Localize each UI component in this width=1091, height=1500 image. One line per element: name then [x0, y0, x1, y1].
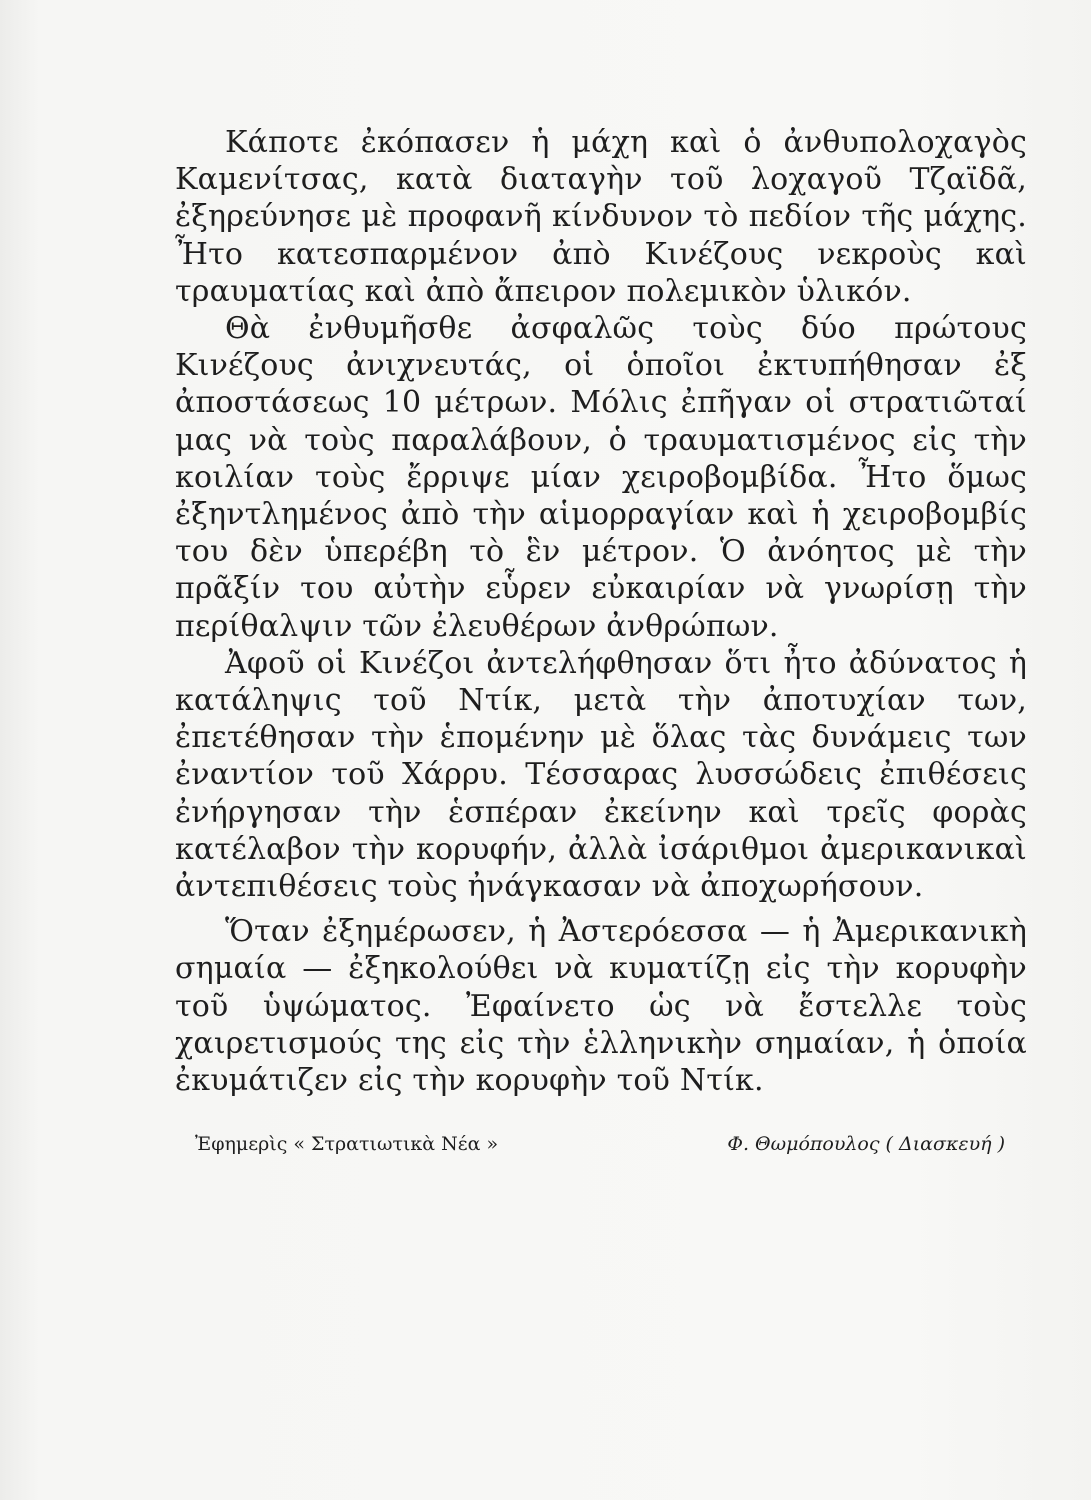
paragraph-3: Ἀφοῦ οἱ Κινέζοι ἀντελήφθησαν ὅτι ἦτο ἀδύνατος ἡ κατάληψις τοῦ Ντίκ, μετὰ τὴν ἀποτυχίαν των, ἐπετέθησαν τὴν ἑπομένην μὲ ὅλας τὰς δυνάμεις των ἐναντίον τοῦ Χάρρυ. Τέσσαρας λυσσώδεις ἐπιθέσεις ἐνήργησαν τὴν ἑσπέραν ἐκείνην καὶ τρεῖς φορὰς κατέλαβον τὴν κορυφήν, ἀλλὰ ἰσάριθμοι ἀμερικανικαὶ ἀντεπιθέσεις τοὺς ἠνάγκασαν νὰ ἀποχωρήσουν. [175, 645, 1027, 905]
paragraph-1: Κάποτε ἐκόπασεν ἡ μάχη καὶ ὁ ἀνθυπολοχαγὸς Καμενίτσας, κατὰ διαταγὴν τοῦ λοχαγοῦ Τζαϊδᾶ, ἐξηρεύνησε μὲ προφανῆ κίνδυνον τὸ πεδίον τῆς μάχης. Ἦτο κατεσπαρμένον ἀπὸ Κινέζους νεκροὺς καὶ τραυματίας καὶ ἀπὸ ἄπειρον πολεμικὸν ὑλικόν. [175, 125, 1027, 309]
source-citation: Ἐφημερὶς « Στρατιωτικὰ Νέα » [195, 1133, 499, 1155]
attribution-line [195, 1133, 1005, 1155]
paragraph-4: Ὅταν ἐξημέρωσεν, ἡ Ἀστερόεσσα — ἡ Ἀμερικανικὴ σημαία — ἐξηκολούθει νὰ κυματίζῃ εἰς τὴν κορυφὴν τοῦ ὑψώματος. Ἐφαίνετο ὡς νὰ ἔστελλε τοὺς χαιρετισμούς της εἰς τὴν ἑλληνικὴν σημαίαν, ἡ ὁποία ἐκυμάτιζεν εἰς τὴν κορυφὴν τοῦ Ντίκ. [175, 914, 1027, 1099]
body-text [175, 124, 1027, 1099]
author-credit: Φ. Θωμόπουλος ( Διασκευή ) [727, 1133, 1005, 1155]
paragraph-2: Θὰ ἐνθυμῆσθε ἀσφαλῶς τοὺς δύο πρώτους Κινέζους ἀνιχνευτάς, οἱ ὁποῖοι ἐκτυπήθησαν ἐξ ἀποστάσεως 10 μέτρων. Μόλις ἐπῆγαν οἱ στρατιῶταί μας νὰ τοὺς παραλάβουν, ὁ τραυματισμένος εἰς τὴν κοιλίαν τοὺς ἔρριψε μίαν χειροβομβίδα. Ἦτο ὅμως ἐξηντλημένος ἀπὸ τὴν αἱμορραγίαν καὶ ἡ χειροβομβίς του δὲν ὑπερέβη τὸ ἓν μέτρον. Ὁ ἀνόητος μὲ τὴν πρᾶξίν του αὐτὴν εὗρεν εὐκαιρίαν νὰ γνωρίσῃ τὴν περίθαλψιν τῶν ἐλευθέρων ἀνθρώπων. [175, 311, 1027, 644]
